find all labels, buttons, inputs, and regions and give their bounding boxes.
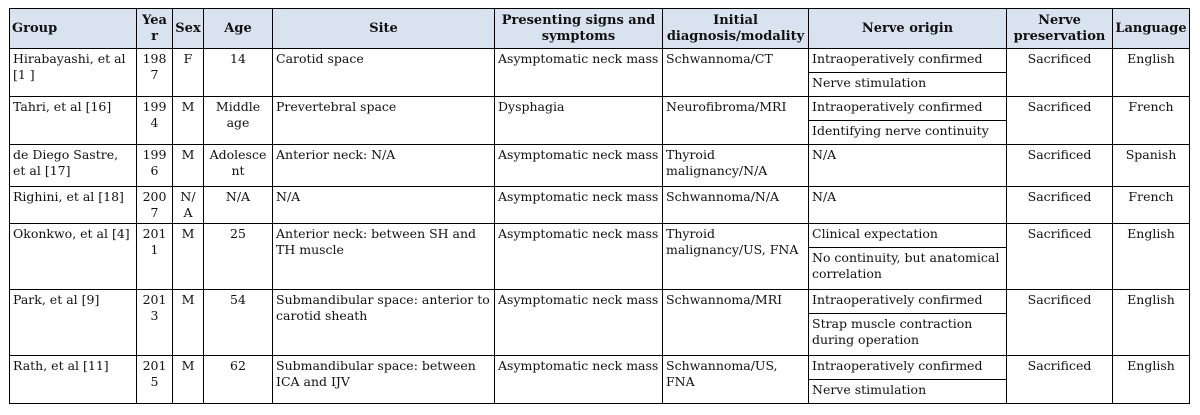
header-site: Site <box>273 9 495 49</box>
cell-diagnosis: Neurofibroma/MRI <box>663 97 809 145</box>
cell-site: Prevertebral space <box>273 97 495 145</box>
cell-nerve-origin: Nerve stimulation <box>809 73 1007 97</box>
cell-group: Park, et al [9] <box>10 290 137 356</box>
cell-preservation: Sacrificed <box>1007 187 1113 224</box>
cell-group: Hirabayashi, et al [1 ] <box>10 49 137 97</box>
cell-diagnosis: Schwannoma/N/A <box>663 187 809 224</box>
cell-nerve-origin: Intraoperatively confirmed <box>809 97 1007 121</box>
cell-sex: M <box>173 97 204 145</box>
cell-sex: M <box>173 356 204 404</box>
cell-sex: M <box>173 224 204 290</box>
cell-symptoms: Asymptomatic neck mass <box>495 290 663 356</box>
table-row <box>10 224 1190 248</box>
cell-age: 62 <box>204 356 273 404</box>
cell-year: 2007 <box>137 187 173 224</box>
cell-age: N/A <box>204 187 273 224</box>
header-diagnosis: Initial diagnosis/modality <box>663 9 809 49</box>
cell-language: Spanish <box>1113 145 1190 187</box>
cell-symptoms: Asymptomatic neck mass <box>495 187 663 224</box>
cell-age: 14 <box>204 49 273 97</box>
cell-nerve-origin: Clinical expectation <box>809 224 1007 248</box>
cell-diagnosis: Schwannoma/US, FNA <box>663 356 809 404</box>
cell-year: 1994 <box>137 97 173 145</box>
cell-sex: N/A <box>173 187 204 224</box>
cell-sex: F <box>173 49 204 97</box>
cell-year: 2015 <box>137 356 173 404</box>
table-row <box>10 97 1190 121</box>
cell-diagnosis: Schwannoma/CT <box>663 49 809 97</box>
cell-site: N/A <box>273 187 495 224</box>
cell-symptoms: Asymptomatic neck mass <box>495 145 663 187</box>
cell-symptoms: Asymptomatic neck mass <box>495 224 663 290</box>
cell-language: English <box>1113 356 1190 404</box>
table-row <box>10 49 1190 73</box>
cell-preservation: Sacrificed <box>1007 290 1113 356</box>
cell-preservation: Sacrificed <box>1007 356 1113 404</box>
cell-diagnosis: Thyroid malignancy/N/A <box>663 145 809 187</box>
cell-site: Carotid space <box>273 49 495 97</box>
cell-age: 25 <box>204 224 273 290</box>
cell-nerve-origin: Strap muscle contraction during operation <box>809 314 1007 356</box>
cell-site: Submandibular space: anterior to carotid sheath <box>273 290 495 356</box>
cell-symptoms: Asymptomatic neck mass <box>495 49 663 97</box>
header-group: Group <box>10 9 137 49</box>
cell-diagnosis: Thyroid malignancy/US, FNA <box>663 224 809 290</box>
header-row <box>10 9 1190 49</box>
cell-year: 2013 <box>137 290 173 356</box>
cell-nerve-origin: Intraoperatively confirmed <box>809 290 1007 314</box>
cell-diagnosis: Schwannoma/MRI <box>663 290 809 356</box>
header-sex: Sex <box>173 9 204 49</box>
header-age: Age <box>204 9 273 49</box>
cell-preservation: Sacrificed <box>1007 224 1113 290</box>
cell-symptoms: Dysphagia <box>495 97 663 145</box>
cell-language: English <box>1113 49 1190 97</box>
cell-preservation: Sacrificed <box>1007 97 1113 145</box>
cell-site: Anterior neck: between SH and TH muscle <box>273 224 495 290</box>
cell-symptoms: Asymptomatic neck mass <box>495 356 663 404</box>
cell-nerve-origin: Intraoperatively confirmed <box>809 356 1007 380</box>
table-row <box>10 145 1190 187</box>
cell-site: Anterior neck: N/A <box>273 145 495 187</box>
cell-nerve-origin: Identifying nerve continuity <box>809 121 1007 145</box>
table-row <box>10 290 1190 314</box>
table-container <box>9 8 1190 404</box>
cell-sex: M <box>173 145 204 187</box>
cell-group: Rath, et al [11] <box>10 356 137 404</box>
header-nerve-origin: Nerve origin <box>809 9 1007 49</box>
header-year: Year <box>137 9 173 49</box>
cell-year: 2011 <box>137 224 173 290</box>
table-row <box>10 356 1190 380</box>
table-row <box>10 187 1190 224</box>
cell-nerve-origin: N/A <box>809 187 1007 224</box>
header-symptoms: Presenting signs and symptoms <box>495 9 663 49</box>
cell-group: Righini, et al [18] <box>10 187 137 224</box>
cell-nerve-origin: Intraoperatively confirmed <box>809 49 1007 73</box>
cell-language: English <box>1113 290 1190 356</box>
cell-age: Adolescent <box>204 145 273 187</box>
cell-language: English <box>1113 224 1190 290</box>
cell-year: 1996 <box>137 145 173 187</box>
cell-group: Okonkwo, et al [4] <box>10 224 137 290</box>
header-nerve-preservation: Nerve preservation <box>1007 9 1113 49</box>
cell-preservation: Sacrificed <box>1007 49 1113 97</box>
cell-language: French <box>1113 187 1190 224</box>
header-language: Language <box>1113 9 1190 49</box>
cell-age: Middle age <box>204 97 273 145</box>
cell-nerve-origin: N/A <box>809 145 1007 187</box>
cell-sex: M <box>173 290 204 356</box>
cell-nerve-origin: No continuity, but anatomical correlation <box>809 248 1007 290</box>
cell-group: Tahri, et al [16] <box>10 97 137 145</box>
cell-age: 54 <box>204 290 273 356</box>
cell-language: French <box>1113 97 1190 145</box>
case-table <box>9 8 1190 404</box>
cell-site: Submandibular space: between ICA and IJV <box>273 356 495 404</box>
cell-preservation: Sacrificed <box>1007 145 1113 187</box>
cell-nerve-origin: Nerve stimulation <box>809 380 1007 404</box>
cell-group: de Diego Sastre, et al [17] <box>10 145 137 187</box>
cell-year: 1987 <box>137 49 173 97</box>
